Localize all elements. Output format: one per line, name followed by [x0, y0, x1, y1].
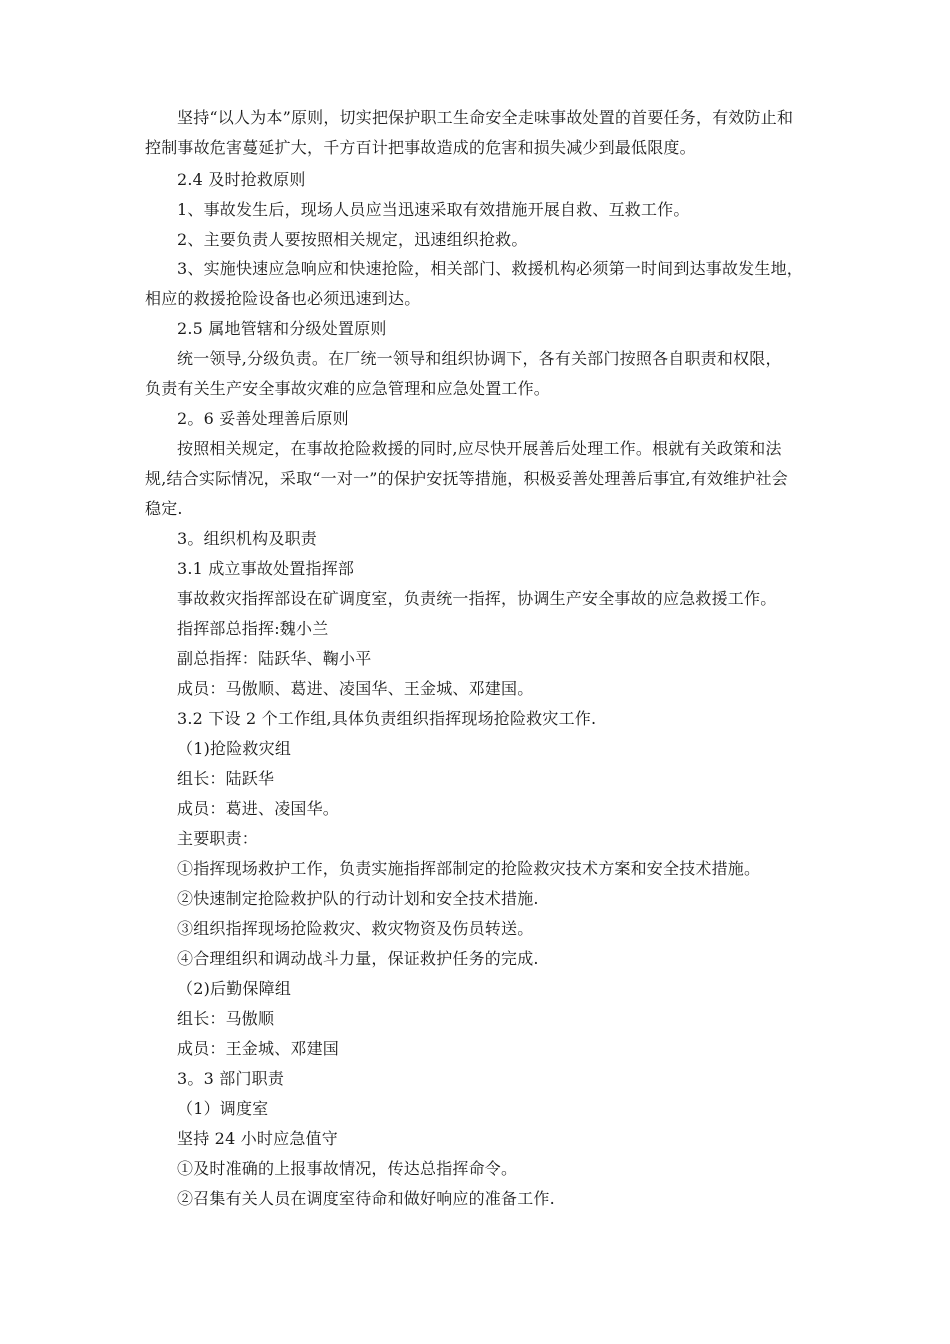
text-line: 成员：王金城、邓建国 — [177, 1039, 340, 1058]
text-line: 3、实施快速应急响应和快速抢险，相关部门、救援机构必须第一时间到达事故发生地， — [177, 259, 803, 278]
text-line: 组长：马傲顺 — [177, 1009, 275, 1028]
list-item: ④合理组织和调动战斗力量，保证救护任务的完成. — [177, 949, 539, 968]
text-line: 1、事故发生后，现场人员应当迅速采取有效措施开展自救、互救工作。 — [177, 200, 690, 219]
section-heading: 2。6 妥善处理善后原则 — [177, 409, 349, 428]
text-line: 组长：陆跃华 — [177, 769, 275, 788]
subsection-heading: （2)后勤保障组 — [177, 979, 292, 998]
section-heading: 2.5 属地管辖和分级处置原则 — [177, 319, 387, 338]
text-line: 规,结合实际情况，采取“一对一”的保护安抚等措施，积极妥善处理善后事宜,有效维护社会 — [145, 469, 788, 488]
text-line: 相应的救援抢险设备也必须迅速到达。 — [145, 289, 421, 308]
text-line: 按照相关规定，在事故抢险救援的同时,应尽快开展善后处理工作。根就有关政策和法 — [177, 439, 782, 458]
section-heading: 3。组织机构及职责 — [177, 529, 317, 548]
text-line: 事故救灾指挥部设在矿调度室，负责统一指挥，协调生产安全事故的应急救援工作。 — [177, 589, 777, 608]
text-line: 副总指挥：陆跃华、鞠小平 — [177, 649, 372, 668]
text-line: 控制事故危害蔓延扩大，千方百计把事故造成的危害和损失减少到最低限度。 — [145, 138, 696, 157]
text-line: 成员：葛进、凌国华。 — [177, 799, 340, 818]
section-heading: 3.2 下设 2 个工作组,具体负责组织指挥现场抢险救灾工作. — [177, 709, 597, 728]
text-line: 2、主要负责人要按照相关规定，迅速组织抢救。 — [177, 230, 528, 249]
section-heading: 3。3 部门职责 — [177, 1069, 285, 1088]
text-line: 坚持“以人为本”原则，切实把保护职工生命安全走味事故处置的首要任务，有效防止和 — [177, 108, 794, 127]
section-heading: 3.1 成立事故处置指挥部 — [177, 559, 355, 578]
list-item: ①及时准确的上报事故情况，传达总指挥命令。 — [177, 1159, 518, 1178]
list-item: ②快速制定抢险救护队的行动计划和安全技术措施. — [177, 889, 539, 908]
list-item: ③组织指挥现场抢险救灾、救灾物资及伤员转送。 — [177, 919, 534, 938]
text-line: 统一领导,分级负责。在厂统一领导和组织协调下，各有关部门按照各自职责和权限， — [177, 349, 782, 368]
text-line: 成员：马傲顺、葛进、凌国华、王金城、邓建国。 — [177, 679, 534, 698]
text-line: 稳定. — [145, 499, 183, 518]
text-line: 坚持 24 小时应急值守 — [177, 1129, 338, 1148]
text-line: 指挥部总指挥:魏小兰 — [177, 619, 329, 638]
text-line: 负责有关生产安全事故灾难的应急管理和应急处置工作。 — [145, 379, 551, 398]
section-heading: 2.4 及时抢救原则 — [177, 170, 306, 189]
subsection-heading: （1）调度室 — [177, 1099, 269, 1118]
subsection-heading: （1)抢险救灾组 — [177, 739, 292, 758]
list-item: ①指挥现场救护工作，负责实施指挥部制定的抢险救灾技术方案和安全技术措施。 — [177, 859, 761, 878]
list-item: ②召集有关人员在调度室待命和做好响应的准备工作. — [177, 1189, 555, 1208]
text-line: 主要职责： — [177, 829, 259, 848]
